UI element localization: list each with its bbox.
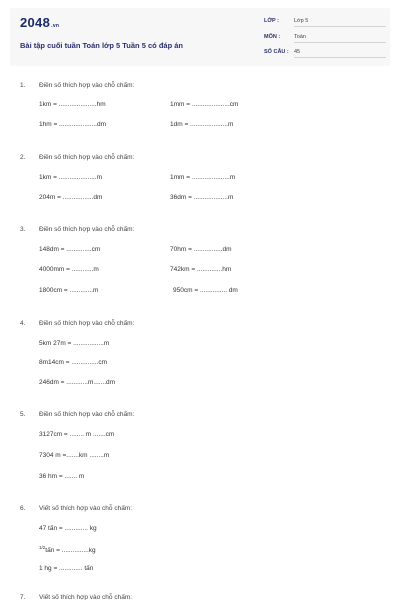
question-6-item-2-text: tấn = ...............kg [45, 547, 96, 555]
logo-suffix: .vn [51, 23, 60, 29]
question-2-text: Điền số thích hợp vào chỗ chấm: [39, 154, 135, 161]
question-3-text: Điền số thích hợp vào chỗ chấm: [39, 226, 135, 233]
question-3-number: 3. [20, 226, 26, 233]
meta-class-value: Lớp 5 [294, 18, 386, 27]
meta-count-label: SỐ CÂU : [264, 49, 289, 55]
question-4-number: 4. [20, 320, 26, 327]
question-6-item-3: 1 hg = ............. tấn [39, 565, 94, 572]
question-2-item-4: 36dm = ...................m [170, 194, 234, 201]
question-3-item-1: 148dm = ..............cm [39, 246, 101, 253]
question-6-item-1: 47 tấn = ............. kg [39, 525, 97, 532]
question-2-item-2: 1mm = .....................m [170, 174, 236, 181]
question-5-item-1: 3127cm = ........ m .......cm [39, 431, 115, 438]
question-2-number: 2. [20, 154, 26, 161]
question-3-item-3: 4000mm = ............m [39, 266, 99, 273]
meta-subject-value: Toán [294, 34, 386, 43]
document-title: Bài tập cuối tuần Toán lớp 5 Tuần 5 có đáp án [20, 41, 183, 50]
question-3-item-2: 70hm = ................dm [170, 246, 232, 253]
question-5-item-2: 7304 m =.......km ........m [39, 452, 110, 459]
question-4-item-2: 8m14cm = ...............cm [39, 359, 108, 366]
question-3-item-5: 1800cm = .............m [39, 287, 99, 294]
document-header [10, 8, 390, 66]
question-7-text: Viết số thích hợp vào chỗ chấm: [39, 594, 133, 600]
question-3-item-4: 742km = ..............hm [170, 266, 232, 273]
question-2-item-1: 1km = .....................m [39, 174, 103, 181]
question-6-number: 6. [20, 505, 26, 512]
question-1-item-3: 1hm = .....................dm [39, 121, 107, 128]
logo-text: 2048 [20, 15, 51, 30]
question-5-number: 5. [20, 411, 26, 418]
meta-class-label: LỚP : [264, 18, 279, 24]
meta-count-value: 45 [294, 49, 386, 58]
question-6-text: Viết số thích hợp vào chỗ chấm: [39, 505, 133, 512]
question-4-item-1: 5km 27m = .................m [39, 340, 110, 347]
question-1-item-4: 1dm = .....................m [170, 121, 234, 128]
question-1-text: Điền số thích hợp vào chỗ chấm: [39, 82, 135, 89]
fraction-half: 1/2 [39, 545, 46, 550]
question-4-item-3: 246dm = ............m.......dm [39, 379, 116, 386]
question-4-text: Điền số thích hợp vào chỗ chấm: [39, 320, 135, 327]
site-logo[interactable] [20, 15, 59, 30]
question-1-item-1: 1km = .....................hm [39, 101, 106, 108]
question-6-item-2 [39, 545, 96, 554]
question-5-text: Điền số thích hợp vào chỗ chấm: [39, 411, 135, 418]
question-1-item-2: 1mm = .....................cm [170, 101, 239, 108]
question-5-item-3: 36 hm = ....... m [39, 473, 85, 480]
question-3-item-6: 950cm = ............... dm [173, 287, 238, 294]
question-2-item-3: 204m = .................dm [39, 194, 103, 201]
question-1-number: 1. [20, 82, 26, 89]
meta-subject-label: MÔN : [264, 34, 281, 40]
question-7-number: 7. [20, 594, 26, 600]
